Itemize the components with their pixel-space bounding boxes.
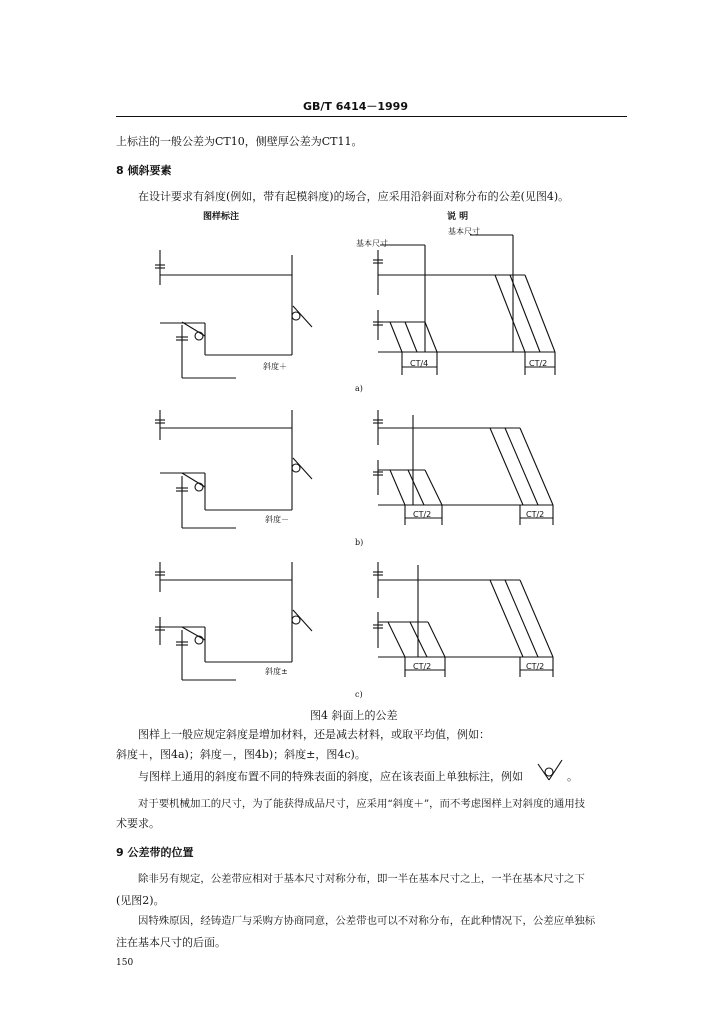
section-8-title: 8 倾斜要素 [116, 164, 172, 177]
body-para-2: 斜度＋，图4a)；斜度－，图4b)；斜度±，图4c)。 [116, 748, 366, 761]
standard-header: GB/T 6414－1999 [303, 100, 408, 113]
section-8-para: 在设计要求有斜度(例如，带有起模斜度)的场合，应采用沿斜面对称分布的公差(见图4)。 [138, 190, 570, 203]
slope-plus-label: 斜度＋ [263, 362, 287, 371]
col-left-heading: 图样标注 [203, 212, 240, 222]
basic-size-label-a-right: 基本尺寸 [448, 227, 480, 236]
section-9-title: 9 公差带的位置 [116, 846, 194, 859]
section-9-para-1b: (见图2)。 [116, 894, 165, 907]
slope-minus-label: 斜度－ [265, 515, 289, 524]
fig-c-drawing [155, 562, 312, 680]
basic-size-label-a-left: 基本尺寸 [356, 239, 388, 248]
surface-mark-symbol [538, 760, 562, 780]
fig-c-explanation [373, 562, 553, 677]
sub-caption-c: c) [355, 690, 363, 699]
figure-caption: 图4 斜面上的公差 [310, 709, 398, 722]
intro-line: 上标注的一般公差为CT10，侧壁厚公差为CT11。 [116, 135, 363, 148]
ct-half-label-b-right: CT/2 [526, 510, 545, 519]
page-number: 150 [116, 958, 134, 968]
section-9-para-1a: 除非另有规定，公差带应相对于基本尺寸对称分布，即一半在基本尺寸之上，一半在基本尺寸之下 [138, 873, 585, 885]
body-para-1: 图样上一般应规定斜度是增加材料，还是减去材料，或取平均值，例如： [138, 728, 490, 741]
sub-caption-a: a) [355, 384, 363, 393]
ct-half-label-b-left: CT/2 [413, 510, 432, 519]
ct-quarter-label-a: CT/4 [410, 359, 429, 368]
fig-b-drawing [155, 410, 312, 528]
ct-half-label-c-left: CT/2 [413, 662, 432, 671]
ct-half-label-a: CT/2 [529, 359, 548, 368]
slope-pm-label: 斜度± [265, 667, 288, 676]
ct-half-label-c-right: CT/2 [526, 662, 545, 671]
body-para-4a: 对于要机械加工的尺寸，为了能获得成品尺寸，应采用“斜度＋”，而不考虑图样上对斜度的通用技 [138, 798, 586, 810]
section-9-para-2a: 因特殊原因，经铸造厂与采购方协商同意，公差带也可以不对称分布，在此种情况下，公差应单独标 [138, 915, 596, 927]
fig-a-drawing [155, 250, 312, 378]
section-9-para-2b: 注在基本尺寸的后面。 [116, 936, 226, 949]
fig-a-explanation [373, 235, 555, 375]
fig-b-explanation [373, 410, 553, 525]
col-right-heading: 说 明 [447, 212, 469, 222]
body-para-4b: 术要求。 [116, 817, 160, 830]
body-para-3-end: 。 [567, 770, 578, 783]
sub-caption-b: b) [355, 538, 364, 547]
body-para-3: 与图样上通用的斜度布置不同的特殊表面的斜度，应在该表面上单独标注，例如 [138, 770, 523, 783]
